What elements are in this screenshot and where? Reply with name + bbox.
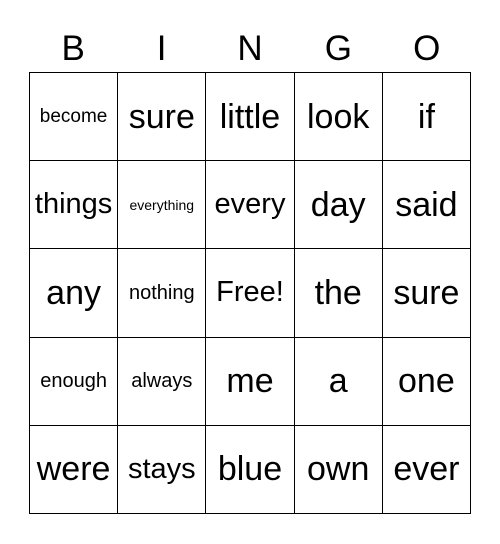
bingo-cell[interactable]: if [383, 73, 471, 161]
bingo-cell[interactable]: stays [118, 426, 206, 514]
bingo-cell[interactable]: everything [118, 161, 206, 249]
bingo-cell[interactable]: one [383, 338, 471, 426]
bingo-cell[interactable]: look [295, 73, 383, 161]
bingo-cell[interactable]: me [206, 338, 294, 426]
bingo-header [29, 24, 471, 72]
bingo-cell[interactable]: said [383, 161, 471, 249]
bingo-cell[interactable]: own [295, 426, 383, 514]
bingo-cell[interactable]: nothing [118, 249, 206, 337]
bingo-cell[interactable]: things [30, 161, 118, 249]
header-letter-o: O [413, 28, 441, 68]
bingo-board [29, 72, 471, 514]
bingo-cell[interactable]: enough [30, 338, 118, 426]
header-letter-g: G [324, 28, 352, 68]
header-letter-i: I [156, 28, 167, 68]
bingo-cell[interactable]: little [206, 73, 294, 161]
bingo-cell[interactable]: the [295, 249, 383, 337]
bingo-cell[interactable]: a [295, 338, 383, 426]
free-space-cell[interactable]: Free! [206, 249, 294, 337]
bingo-cell[interactable]: ever [383, 426, 471, 514]
bingo-cell[interactable]: any [30, 249, 118, 337]
bingo-cell[interactable]: blue [206, 426, 294, 514]
header-letter-n: N [237, 28, 263, 68]
bingo-cell[interactable]: become [30, 73, 118, 161]
bingo-cell[interactable]: were [30, 426, 118, 514]
bingo-cell[interactable]: always [118, 338, 206, 426]
bingo-cell[interactable]: sure [118, 73, 206, 161]
bingo-cell[interactable]: every [206, 161, 294, 249]
header-letter-b: B [61, 28, 85, 68]
bingo-cell[interactable]: sure [383, 249, 471, 337]
bingo-cell[interactable]: day [295, 161, 383, 249]
